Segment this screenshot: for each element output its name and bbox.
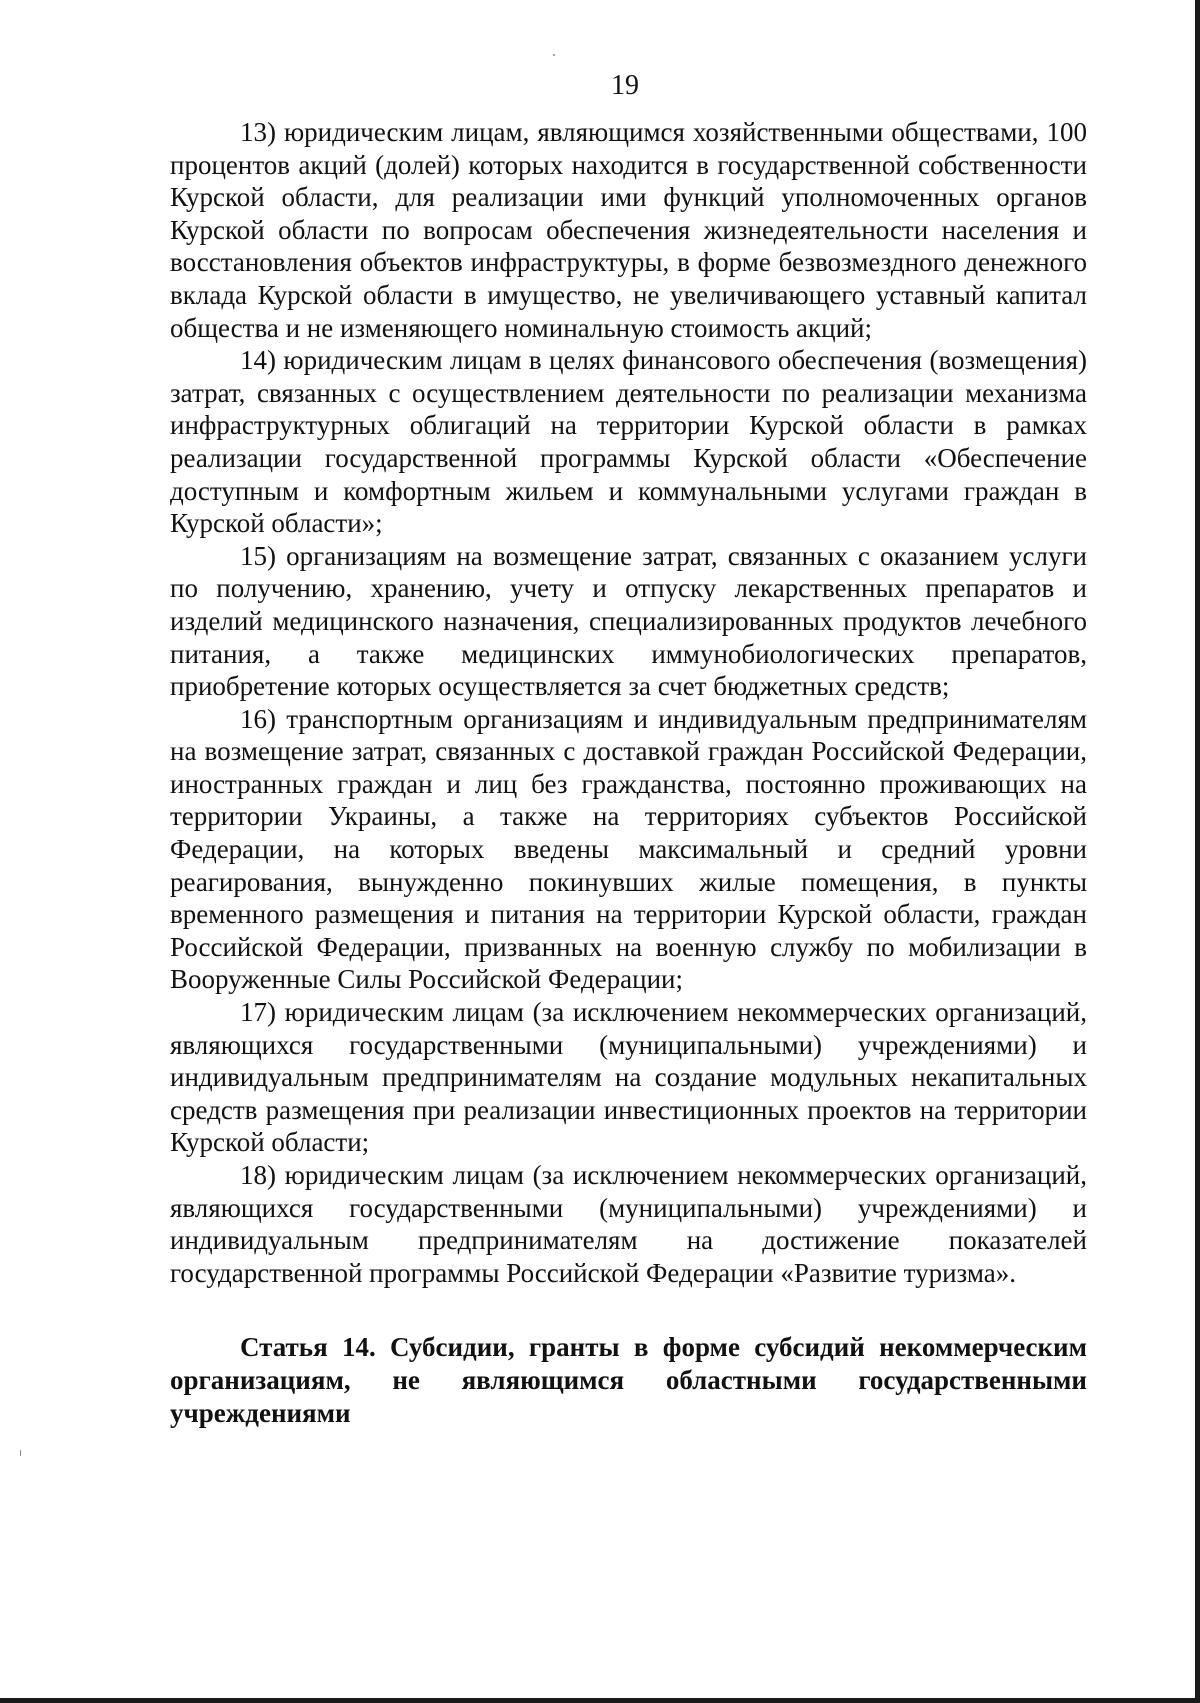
scan-edge-bottom [0, 1698, 1200, 1703]
scan-speck [553, 54, 555, 56]
article-heading: Статья 14. Субсидии, гранты в форме субсидий некоммерческим организациям, не являющимся областными государственными учреждениями [170, 1332, 1087, 1429]
document-body [170, 116, 1087, 1430]
list-item-14: 14) юридическим лицам в целях финансового обеспечения (возмещения) затрат, связанных с осуществлением деятельности по реализации механизма инфраструктурных облигаций на территории Курской области в рамках реализации государственной программы Курской области «Обеспечение доступным и комфортным жильем и коммунальными услугами граждан в Курской области»; [170, 345, 1087, 539]
list-item-16: 16) транспортным организациям и индивидуальным предпринимателям на возмещение затрат, связанных с доставкой граждан Российской Федерации, иностранных граждан и лиц без гражданства, постоянно проживающих на территории Украины, а также на территориях субъектов Российской Федерации, на которых введены максимальный и средний уровни реагирования, вынужденно покинувших жилые помещения, в пункты временного размещения и питания на территории Курской области, граждан Российской Федерации, призванных на военную службу по мобилизации в Вооруженные Силы Российской Федерации; [170, 703, 1087, 995]
list-item-15: 15) организациям на возмещение затрат, связанных с оказанием услуги по получению, хранению, учету и отпуску лекарственных препаратов и изделий медицинского назначения, специализированных продуктов лечебного питания, а также медицинских иммунобиологических препаратов, приобретение которых осуществляется за счет бюджетных средств; [170, 540, 1087, 702]
list-item-17: 17) юридическим лицам (за исключением некоммерческих организаций, являющихся государственными (муниципальными) учреждениями) и индивидуальным предпринимателям на создание модульных некапитальных средств размещения при реализации инвестиционных проектов на территории Курской области; [170, 997, 1087, 1158]
list-item-13: 13) юридическим лицам, являющимся хозяйственными обществами, 100 процентов акций (долей) которых находится в государственной собственности Курской области, для реализации ими функций уполномоченных органов Курской области по вопросам обеспечения жизнедеятельности населения и восстановления объектов инфраструктуры, в форме безвозмездного денежного вклада Курской области в имущество, не увеличивающего уставный капитал общества и не изменяющего номинальную стоимость акций; [170, 117, 1087, 343]
page-number: 19 [611, 70, 639, 101]
scan-edge-right [1195, 0, 1200, 1703]
list-item-18: 18) юридическим лицам (за исключением некоммерческих организаций, являющихся государственными (муниципальными) учреждениями) и индивидуальным предпринимателям на достижение показателей государственной программы Российской Федерации «Развитие туризма». [170, 1160, 1087, 1288]
scan-speck [20, 1450, 21, 1456]
